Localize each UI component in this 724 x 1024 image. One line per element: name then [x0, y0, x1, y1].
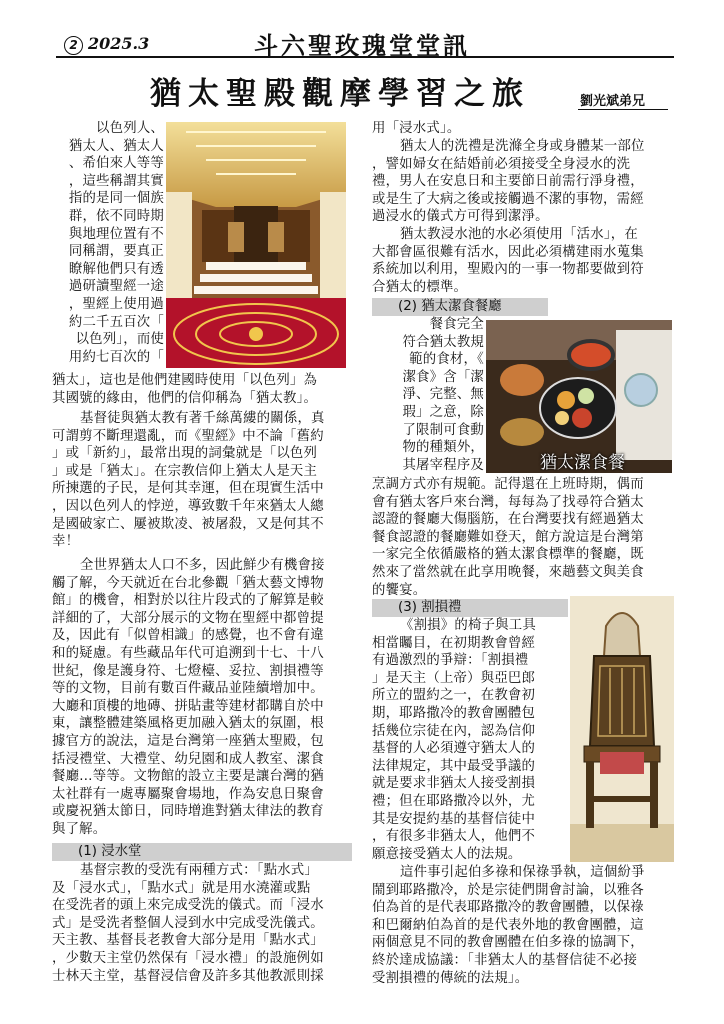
synagogue-interior-photo [166, 122, 346, 368]
author-underline [578, 109, 668, 110]
circumcision-chair-photo [570, 596, 674, 862]
section-heading-kosher: (2) 猶太潔食餐廳 [372, 298, 548, 316]
section-heading-circumcision: (3) 割損禮 [372, 599, 568, 617]
article-author: 劉光斌弟兄 [580, 94, 646, 109]
paragraph-jewish-washing: 猶太人的洗禮是洗滌全身或身體某一部位 ，譬如婦女在結婚前必須接受全身浸水的洗 禮，男人在安息日和主要節日前需行淨身禮， 或是生了大病之後或接觸過不潔的事物，需經 過浸水的儀式方可得到潔淨。 [372, 139, 645, 225]
header-rule [56, 56, 674, 58]
paragraph-baptism-cont: 用「浸水式」。 [372, 121, 461, 136]
paragraph-kosher-wrap: 餐食完全 符合猶太教規 範的食材，《 潔食》含「潔 淨、完整、無 瑕」之意，除 了限制可食動 物的種類外， 其屠宰程序及 [402, 317, 484, 473]
article-title: 猶太聖殿觀摩學習之旅 [150, 76, 530, 112]
paragraph-jerusalem-council: 這件事引起伯多祿和保祿爭執，這個紛爭 鬧到耶路撒冷，於是宗徒們開會討論，以雅各 伯為首的是代表耶路撒冷的教會團體，以保祿 和巴爾納伯為首的是代表外地的教會團體，這 兩個意見不同的教會團體在伯多祿的協調下， 終於達成協議：「非猶太人的基督信徒不必接 受割損禮的傳統的法規」。 [372, 865, 645, 986]
paragraph-kosher-full: 烹調方式亦有規範。記得還在上班時期，偶而 會有猶太客戶來台灣，每每為了找尋符合猶太 認證的餐廳大傷腦筋，在台灣要找有經過猶太 餐食認證的餐廳難如登天，館方說這是台灣第 一家完全依循嚴格的猶太潔食標準的餐廳，既 然來了當然就在此享用晚餐，來趟藝文與美食 的饗宴。 [372, 477, 644, 598]
paragraph-circumcision-wrap: 《割損》的椅子與工具 相當矚目，在初期教會曾經 有過激烈的爭辯：「割損禮 」是天主（上帝）與亞巴郎 所立的盟約之一，在教會初 期，耶路撒冷的教會團體包 括幾位宗徒在內，認為信仰 基督的人必須遵守猶太人的 法律規定，其中最受爭議的 就是要求非猶太人接受割損 禮；但在耶路撒冷以外，尤 其是安提約基的基督信徒中 ，有很多非猶太人，他們不 願意接受猶太人的法規。 [372, 618, 536, 862]
paragraph-christian-relation: 基督徒與猶太教有著千絲萬縷的關係，真 可謂剪不斷理還亂，而《聖經》中不論「舊約 」或「新約」，最常出現的詞彙就是「以色列 」或是「猶太」。在宗教信仰上猶太人是天主 所揀選的子民，是何其幸運，但在現實生活中 ，因以色列人的悖逆，導致數千年來猶太人總 是國破家亡、屢被欺凌、被屠殺，又是何其不 幸！ [52, 411, 325, 550]
newsletter-title: 斗六聖玫瑰堂堂訊 [254, 31, 470, 60]
circumcision-chair-drawing [570, 596, 674, 862]
paragraph-intro-wrap: 以色列人、 猶太人、猶太人 、希伯來人等等 ，這些稱謂其實 指的是同一個族 群，依不同時期 與地理位置有不 同稱謂，要真正 瞭解他們只有透 過研讀聖經一途 ，聖經上使用過 約二千五百次「 以色列」，而使 用約七百次的「 [68, 121, 164, 365]
paragraph-museum-visit: 全世界猶太人口不多，因此鮮少有機會接 觸了解，今天就近在台北參觀「猶太藝文博物 館」的機會，相對於以往片段式的了解算是較 詳細的了，大部分展示的文物在聖經中都曾提 及，因此有「似曾相識」的感覺，也不會有違 和的疑慮。有些藏品年代可追溯到十七、十八 世紀，像是護身符、七燈檯、妥拉、割損禮等 等的文物，目前有數百件藏品並陸續增加中。 大廳和頂樓的地磚、拼貼畫等建材都購自於中 東，讓整體建築風格更加融入猶太的氛圍，根 據官方的說法，這是台灣第一座猶太聖殿，包 括浸禮堂、大禮堂、幼兒園和成人教室、潔食 餐廳…等等。文物館的設立主要是讓台灣的猶 太社群有一處專屬聚會場地，作為安息日聚會 或慶祝猶太節日，同時增進對猶太律法的教育 與了解。 [52, 558, 325, 837]
paragraph-intro-full: 猶太」，這也是他們建國時使用「以色列」為 其國號的緣由，他們的信仰稱為「猶太教」。 [52, 373, 318, 406]
section-heading-baptism: (1) 浸水堂 [52, 843, 352, 861]
synagogue-interior-drawing [166, 122, 346, 368]
paragraph-living-water: 猶太教浸水池的水必須使用「活水」，在 大都會區很難有活水，因此必須構建雨水蒐集 系統加以利用，聖殿內的一事一物都要做到符 合猶太的標準。 [372, 227, 644, 295]
paragraph-baptism: 基督宗教的受洗有兩種方式：「點水式」 及「浸水式」，「點水式」就是用水澆灌或點 在受洗者的頭上來完成受洗的儀式。而「浸水 式」是受洗者整個人浸到水中完成受洗儀式。 天主教、基督長老教會大部分是用「點水式」 ，少數天主堂仍然保有「浸水禮」的設施例如 士林天主堂，基督浸信會及許多其他教派則採 [52, 863, 324, 984]
issue-date: 2025.3 [88, 34, 150, 53]
issue-number: 2 [64, 36, 83, 55]
kosher-photo-caption: 猶太潔食餐 [540, 453, 625, 473]
